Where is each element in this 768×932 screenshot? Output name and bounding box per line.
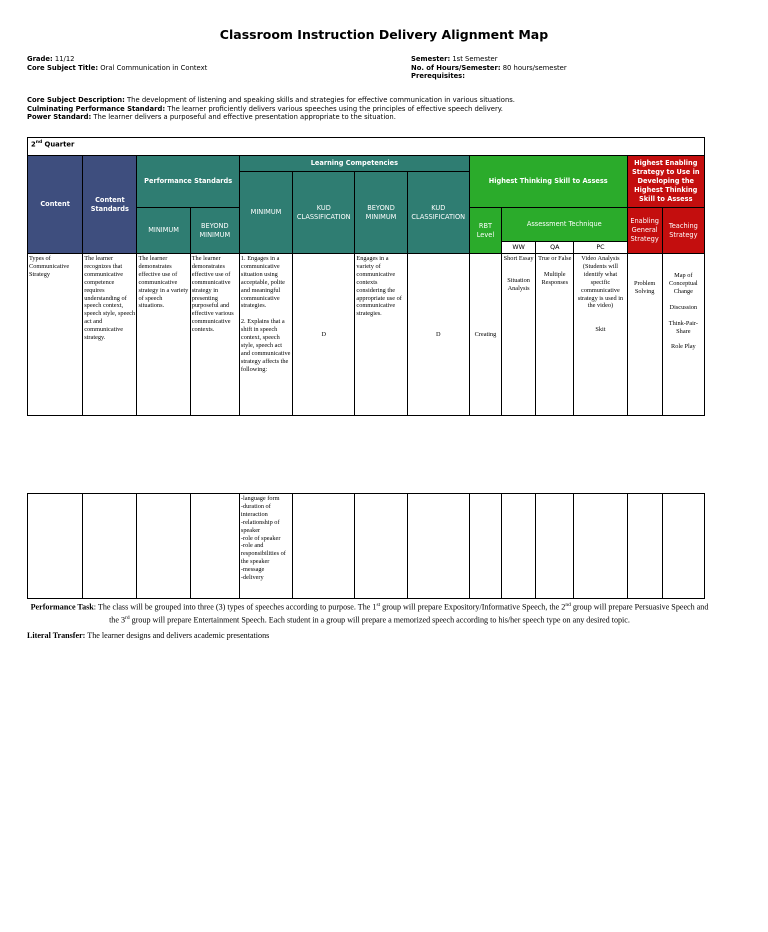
cell-ps-beyond: The learner demonstrates effective use of communicative strategy in presenting purposeful and effective various communicative contexts.	[190, 254, 239, 416]
header-rbt-level: RBT Level	[469, 208, 501, 254]
lc-list-item: -role of speaker	[240, 534, 281, 542]
lc-list-item: -delivery	[240, 574, 264, 582]
literal-transfer-label: Literal Transfer:	[27, 631, 86, 640]
cont-cell	[502, 494, 536, 599]
header-lc-minimum: MINIMUM	[239, 172, 292, 254]
cell-lc-beyond: Engages in a variety of communicative contexts considering the appropriate use of communicative strategies.	[355, 254, 407, 416]
ww-item: Short Essay	[503, 255, 534, 262]
cidam-table-continued	[27, 493, 705, 599]
header-lc-kud-minimum: KUD CLASSIFICATION	[293, 172, 355, 254]
quarter-label: 2nd Quarter	[28, 138, 705, 156]
subject-label: Core Subject Title:	[27, 63, 99, 72]
power-value: The learner delivers a purposeful and effective presentation appropriate to the situation.	[93, 113, 396, 122]
cell-kud-beyond: D	[407, 254, 469, 416]
prereq-label: Prerequisites:	[411, 72, 465, 81]
teaching-item: Think-Pair-Share	[668, 319, 698, 335]
header-highest-thinking: Highest Thinking Skill to Assess	[469, 156, 627, 208]
teaching-item: Map of Conceptual Change	[669, 272, 698, 295]
grade-label: Grade:	[27, 55, 53, 63]
cell-content: Types of Communicative Strategy	[28, 254, 83, 416]
header-ps-beyond-minimum: BEYOND MINIMUM	[190, 208, 239, 254]
pc-item: Skit	[595, 326, 606, 334]
cell-lc-minimum	[239, 254, 292, 416]
hours-label: No. of Hours/Semester:	[411, 63, 501, 72]
description-value: The development of listening and speaking skills and strategies for effective communication in various situations.	[127, 96, 515, 104]
header-pc: PC	[574, 242, 627, 254]
header-assessment-technique: Assessment Technique	[502, 208, 628, 242]
pc-item: Video Analysis (Students will identify what specific communicative strategy is used in the video)	[577, 255, 624, 310]
semester-label: Semester:	[411, 55, 451, 63]
cidam-table	[27, 137, 705, 416]
literal-transfer-value: The learner designs and delivers academic presentations	[87, 631, 270, 640]
qa-item: Multiple Responses	[541, 270, 569, 286]
performance-task: Performance Task: The class will be grouped into three (3) types of speeches according to purpose. The 1st group will prepare Expository/Informative Speech, the 2nd group will prepare Persuasive Speech and the 3rd group will prepare Entertainment Speech. Each student in a group will prepare a memorized speech according to his/her speech type on any desired topic.	[30, 602, 709, 625]
grade-value: 11/12	[54, 55, 75, 63]
header-lc-beyond-minimum: BEYOND MINIMUM	[355, 172, 407, 254]
cont-cell	[574, 494, 627, 599]
cell-lc-minimum-continued	[239, 494, 292, 599]
lc-minimum-2: 2. Explains that a shift in speech context, speech style, speech act and communicative strategy affects the following:	[240, 318, 291, 373]
cell-rbt: Creating	[469, 254, 501, 416]
cell-pc	[574, 254, 627, 416]
header-performance-standards: Performance Standards	[137, 156, 239, 208]
lc-list-item: -role and responsibilities of the speaker	[240, 542, 286, 566]
cell-enabling: Problem Solving	[627, 254, 662, 416]
header-learning-competencies: Learning Competencies	[239, 156, 469, 172]
culminating-label: Culminating Performance Standard:	[27, 104, 166, 113]
cell-content-standard: The learner recognizes that communicative competence requires understanding of speech context, speech style, speech act and communicative strategy.	[83, 254, 137, 416]
header-content: Content	[28, 156, 83, 254]
power-label: Power Standard:	[27, 113, 92, 122]
cell-ps-minimum: The learner demonstrates effective use of communicative strategy in a variety of speech situations.	[137, 254, 190, 416]
cont-cell	[355, 494, 407, 599]
header-highest-enabling: Highest Enabling Strategy to Use in Developing the Highest Thinking Skill to Assess	[627, 156, 704, 208]
teaching-item: Discussion	[669, 303, 698, 311]
info-standards	[27, 96, 747, 122]
cont-cell	[137, 494, 190, 599]
cell-ww	[502, 254, 536, 416]
lc-list-item: -relationship of speaker	[240, 518, 280, 534]
lc-list-item: -message	[240, 566, 265, 574]
semester-value: 1st Semester	[452, 55, 498, 63]
info-left	[27, 55, 387, 72]
performance-task-label: Performance Task	[30, 602, 94, 612]
qa-item: True or False	[538, 255, 572, 262]
cont-cell	[469, 494, 501, 599]
info-right	[411, 55, 741, 81]
lc-minimum-1: 1. Engages in a communicative situation using acceptable, polite and meaningful communicative strategies.	[240, 255, 285, 310]
cont-cell	[407, 494, 469, 599]
description-label: Core Subject Description:	[27, 96, 125, 104]
subject-value: Oral Communication in Context	[100, 63, 208, 72]
cont-cell	[28, 494, 83, 599]
cont-cell	[293, 494, 355, 599]
literal-transfer	[27, 631, 269, 640]
cont-cell	[627, 494, 662, 599]
cell-qa	[536, 254, 574, 416]
header-lc-kud-beyond: KUD CLASSIFICATION	[407, 172, 469, 254]
lc-list-item: -duration of interaction	[240, 502, 271, 518]
header-ps-minimum: MINIMUM	[137, 208, 190, 254]
page-title: Classroom Instruction Delivery Alignment Map	[219, 27, 549, 42]
culminating-value: The learner proficiently delivers various speeches using the principles of effective speech delivery.	[167, 104, 503, 113]
lc-list-item: -language form	[240, 495, 280, 502]
cont-cell	[83, 494, 137, 599]
cell-teaching	[662, 254, 704, 416]
teaching-item: Role Play	[671, 343, 696, 351]
header-qa: QA	[536, 242, 574, 254]
cont-cell	[662, 494, 704, 599]
ww-item: Situation Analysis	[507, 276, 530, 292]
cont-cell	[536, 494, 574, 599]
hours-value: 80 hours/semester	[502, 63, 567, 72]
header-content-standards: Content Standards	[83, 156, 137, 254]
header-teaching-strategy: Teaching Strategy	[662, 208, 704, 254]
header-enabling-general: Enabling General Strategy	[627, 208, 662, 254]
header-ww: WW	[502, 242, 536, 254]
cell-kud-minimum: D	[293, 254, 355, 416]
cont-cell	[190, 494, 239, 599]
